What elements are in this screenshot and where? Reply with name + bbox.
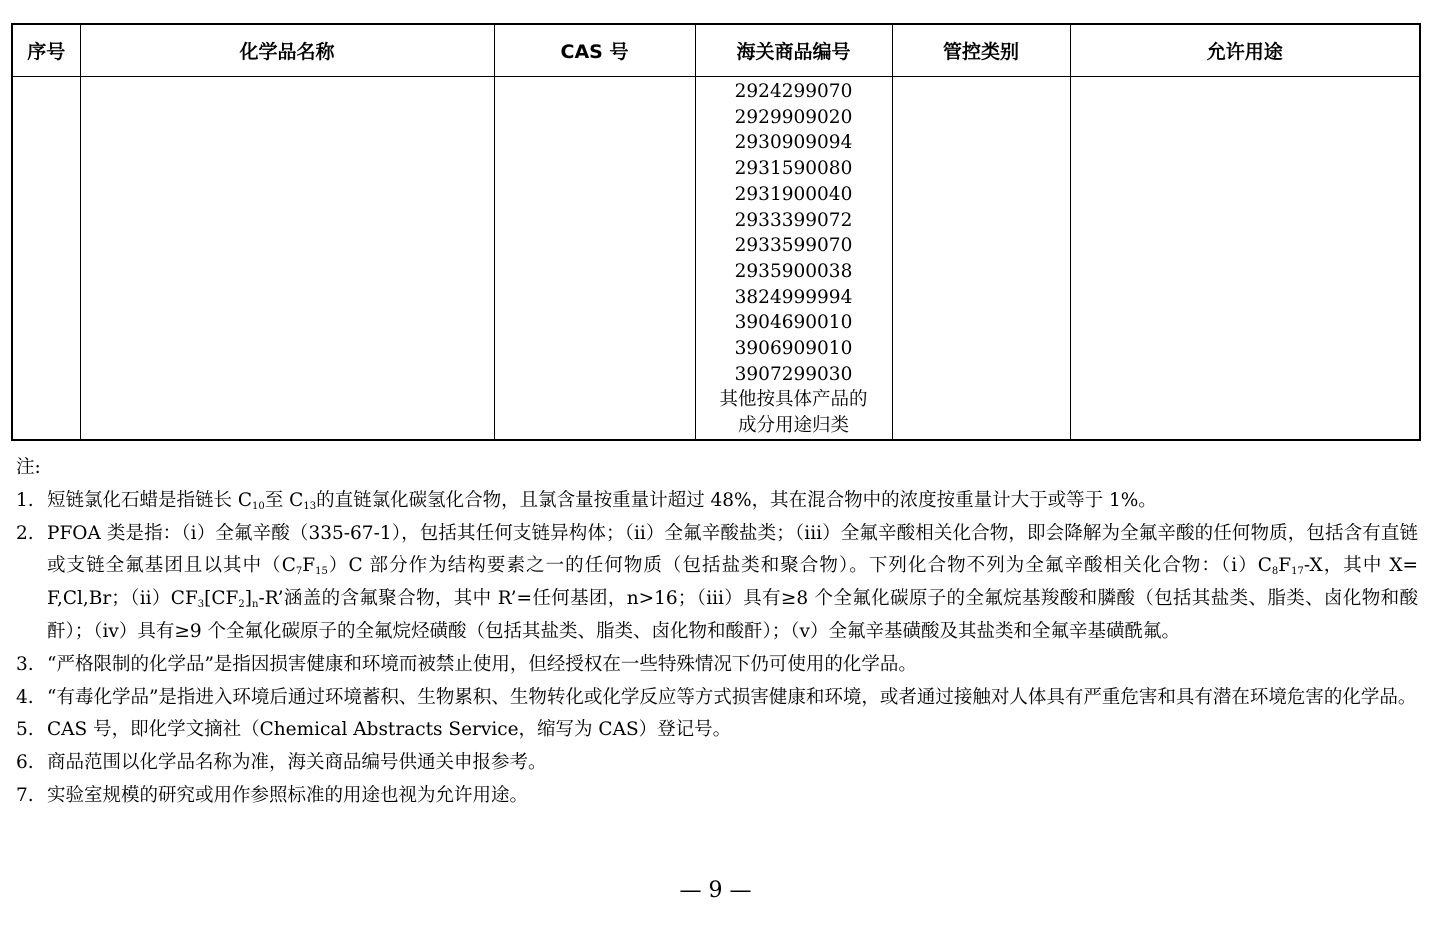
note-number: 3. (16, 653, 34, 675)
note-text-part: -R’涵盖的含氟聚合物，其中 R’=任何基团，n>16；（iii）具有≥8 个全氟化碳原子的全氟烷基羧酸和膦酸（包括其盐类、脂类、卤化物和酸酐）；（iv）具有≥9 个全氟化碳原子的全氟烷烃磺酸（包括其盐类、脂类、卤化物和酸酐）；（v）全氟辛基磺酸及其盐类和全氟辛基磺酰氟。 (47, 588, 1418, 642)
customs-code: 2929909020 (734, 106, 853, 128)
customs-code: 3907299030 (734, 363, 853, 385)
page-number: — 9 — (679, 878, 752, 903)
subscript: 7 (295, 566, 303, 578)
note-text: 实验室规模的研究或用作参照标准的用途也视为允许用途。 (47, 784, 529, 806)
customs-code: 2933599070 (734, 235, 853, 257)
note-number: 2. (16, 522, 34, 544)
note-6 (16, 747, 1418, 780)
note-4 (16, 682, 1418, 715)
notes-heading: 注: (16, 457, 41, 478)
note-text-part: 至 C (264, 489, 304, 511)
cell-customs-codes (695, 77, 892, 440)
cell-chemical-name (80, 77, 494, 440)
note-text-part: 的直链氯化碳氢化合物，且氯含量按重量计超过 48%，其在混合物中的浓度按重量计大于或等于 1%。 (316, 489, 1157, 511)
customs-code: 2933399072 (734, 209, 853, 231)
subscript: 17 (1291, 566, 1304, 578)
customs-code: 2930909094 (734, 132, 853, 154)
note-text-part: PFOA 类是指：（i）全氟辛酸（335-67-1），包括其任何支链异构体；（ii）全氟辛酸盐类；（iii）全氟辛酸相关化合物，即会降解为全氟辛酸的任何物质，包括含有直链或支链全氟基团且以其中（C (47, 522, 1418, 577)
note-number: 7. (16, 784, 34, 806)
customs-code: 3904690010 (734, 312, 853, 334)
note-text-part: F (1278, 555, 1292, 577)
note-text: “严格限制的化学品”是指因损害健康和环境而被禁止使用，但经授权在一些特殊情况下仍可使用的化学品。 (47, 653, 917, 675)
customs-code-other: 其他按具体产品的 (719, 389, 868, 411)
notes-section (16, 452, 1418, 813)
note-text-part: 短链氯化石蜡是指链长 C (47, 489, 253, 511)
note-text-part: F (302, 555, 316, 577)
note-number: 5. (16, 719, 34, 741)
customs-code: 2931590080 (734, 158, 853, 180)
note-1 (16, 485, 1418, 518)
cell-permitted-use (1070, 77, 1420, 440)
header-permitted-use: 允许用途 (1070, 24, 1420, 77)
customs-code-other: 成分用途归类 (737, 415, 849, 437)
note-text: “有毒化学品”是指进入环境后通过环境蓄积、生物累积、生物转化或化学反应等方式损害健康和环境，或者通过接触对人体具有严重危害和具有潜在环境危害的化学品。 (47, 686, 1417, 708)
note-number: 4. (16, 686, 34, 708)
header-cas-number: CAS 号 (494, 24, 695, 77)
table-row (12, 77, 1420, 440)
note-text-part: ] (244, 588, 252, 610)
subscript: 13 (303, 500, 317, 512)
customs-code: 2935900038 (734, 260, 853, 282)
subscript: 8 (1271, 566, 1279, 578)
note-text (47, 518, 1418, 649)
subscript: 2 (238, 599, 245, 611)
note-3 (16, 649, 1418, 682)
note-7 (16, 780, 1418, 813)
header-control-category: 管控类别 (892, 24, 1070, 77)
cell-cas-number (494, 77, 695, 440)
cell-control-category (892, 77, 1070, 440)
subscript: 3 (197, 599, 205, 611)
note-text-part: [CF (204, 588, 239, 610)
customs-code: 3906909010 (734, 338, 853, 360)
header-customs-code: 海关商品编号 (695, 24, 892, 77)
customs-code: 3824999994 (734, 286, 853, 308)
customs-code: 2924299070 (734, 81, 853, 102)
note-text: CAS 号，即化学文摘社（Chemical Abstracts Service，缩写为 CAS）登记号。 (47, 719, 732, 741)
note-number: 1. (16, 489, 34, 511)
cell-serial-number (12, 77, 80, 440)
subscript: 15 (315, 566, 328, 578)
subscript: 10 (252, 500, 265, 512)
note-text-part: -X，其中 X= F,Cl,Br；（ii）CF (47, 555, 1418, 610)
chemical-table (11, 23, 1421, 441)
table-header-row (12, 24, 1420, 77)
note-text (47, 485, 1418, 518)
note-text-part: ）C 部分作为结构要素之一的任何物质（包括盐类和聚合物）。下列化合物不列为全氟辛酸相关化合物：（i）C (327, 555, 1272, 577)
customs-code: 2931900040 (734, 183, 853, 205)
note-number: 6. (16, 752, 34, 774)
header-serial-number: 序号 (12, 24, 80, 77)
note-5 (16, 714, 1418, 747)
header-chemical-name: 化学品名称 (80, 24, 494, 77)
subscript: n (251, 599, 259, 611)
note-text: 商品范围以化学品名称为准，海关商品编号供通关申报参考。 (47, 752, 547, 774)
note-2 (16, 518, 1418, 649)
